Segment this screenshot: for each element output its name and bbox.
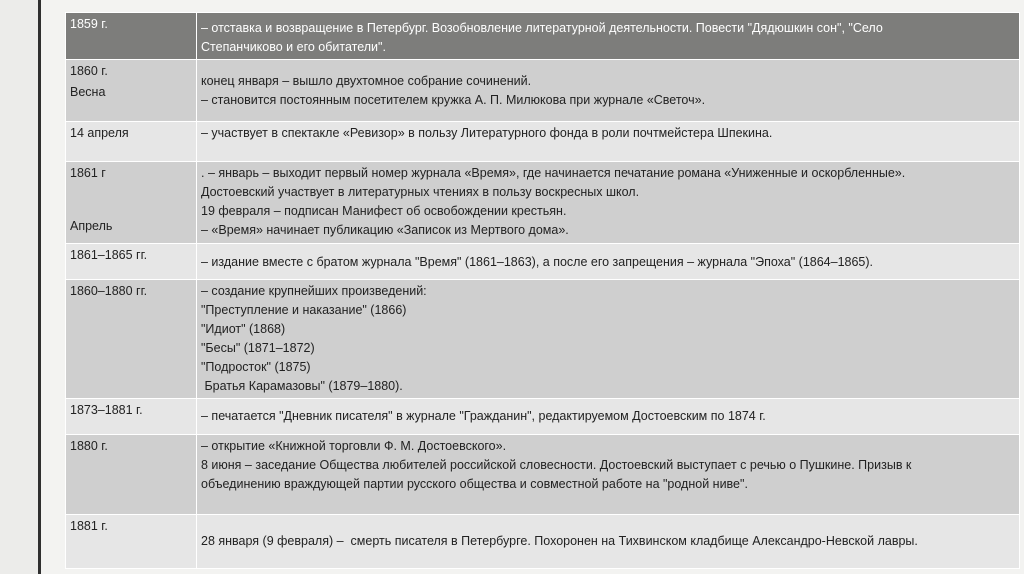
year-label: 1859 г.: [70, 17, 108, 31]
year-cell: [66, 399, 197, 435]
table-row: [66, 244, 1020, 280]
table-row: [66, 515, 1020, 569]
work-title: "Бесы" (1871–1872): [201, 341, 315, 355]
year-label: 1861 г: [70, 166, 106, 180]
event-line: – издание вместе с братом журнала "Время" (1861–1863), а после его запрещения – журнала "Эпоха" (1864–1865).: [201, 255, 874, 269]
year-cell: [66, 280, 197, 399]
event-cell: [197, 515, 1020, 569]
table-row: [66, 162, 1020, 244]
event-line: – создание крупнейших произведений:: [201, 284, 427, 298]
event-cell: [197, 60, 1020, 122]
event-line: – «Время» начинает публикацию «Записок из Мертвого дома».: [201, 223, 569, 237]
table-row: [66, 13, 1020, 60]
month-label: Апрель: [70, 219, 113, 233]
event-line: 28 января (9 февраля) – смерть писателя в Петербурге. Похоронен на Тихвинском кладбище Александро-Невской лавры.: [201, 534, 918, 548]
event-line: Степанчиково и его обитатели".: [201, 40, 386, 54]
event-line: – открытие «Книжной торговли Ф. М. Достоевского».: [201, 439, 507, 453]
work-title: "Подросток" (1875): [201, 360, 311, 374]
year-label: 1861–1865 гг.: [70, 248, 148, 262]
left-decorative-bar: [0, 0, 41, 574]
year-cell: [66, 13, 197, 60]
event-line: 19 февраля – подписан Манифест об освобождении крестьян.: [201, 204, 567, 218]
work-title: Братья Карамазовы" (1879–1880).: [201, 379, 403, 393]
year-cell: [66, 122, 197, 162]
year-label: 1860–1880 гг.: [70, 284, 148, 298]
event-line: Достоевский участвует в литературных чтениях в пользу воскресных школ.: [201, 185, 640, 199]
work-title: "Преступление и наказание" (1866): [201, 303, 407, 317]
table-row: [66, 435, 1020, 515]
year-label: 1881 г.: [70, 519, 108, 533]
chronology-table: [65, 12, 1013, 569]
year-label: 14 апреля: [70, 126, 129, 140]
year-cell: [66, 515, 197, 569]
year-cell: [66, 244, 197, 280]
event-cell: [197, 244, 1020, 280]
year-cell: [66, 435, 197, 515]
table-row: [66, 122, 1020, 162]
event-cell: [197, 13, 1020, 60]
event-line: 8 июня – заседание Общества любителей российской словесности. Достоевский выступает с речью о Пушкине. Призыв к: [201, 458, 912, 472]
year-label: 1880 г.: [70, 439, 108, 453]
event-cell: [197, 280, 1020, 399]
season-label: Весна: [70, 85, 106, 99]
table-row: [66, 399, 1020, 435]
event-cell: [197, 435, 1020, 515]
event-cell: [197, 162, 1020, 244]
work-title: "Идиот" (1868): [201, 322, 286, 336]
event-cell: [197, 122, 1020, 162]
table-row: [66, 280, 1020, 399]
year-cell: [66, 162, 197, 244]
event-line: объединению враждующей партии русского общества и совместной работе на "родной ниве".: [201, 477, 748, 491]
event-cell: [197, 399, 1020, 435]
event-line: – отставка и возвращение в Петербург. Возобновление литературной деятельности. Повести "Дядюшкин сон", "Село: [201, 21, 883, 35]
event-line: – становится постоянным посетителем кружка А. П. Милюкова при журнале «Светоч».: [201, 93, 706, 107]
event-line: – печатается "Дневник писателя" в журнале "Гражданин", редактируемом Достоевским по 1874 г.: [201, 409, 766, 423]
year-label: 1873–1881 г.: [70, 403, 143, 417]
year-label: 1860 г.: [70, 64, 108, 78]
event-line: . – январь – выходит первый номер журнала «Время», где начинается печатание романа «Униженные и оскорбленные».: [201, 166, 906, 180]
event-line: – участвует в спектакле «Ревизор» в пользу Литературного фонда в роли почтмейстера Шпекина.: [201, 126, 773, 140]
event-line: конец января – вышло двухтомное собрание сочинений.: [201, 74, 532, 88]
year-cell: [66, 60, 197, 122]
table-row: [66, 60, 1020, 122]
